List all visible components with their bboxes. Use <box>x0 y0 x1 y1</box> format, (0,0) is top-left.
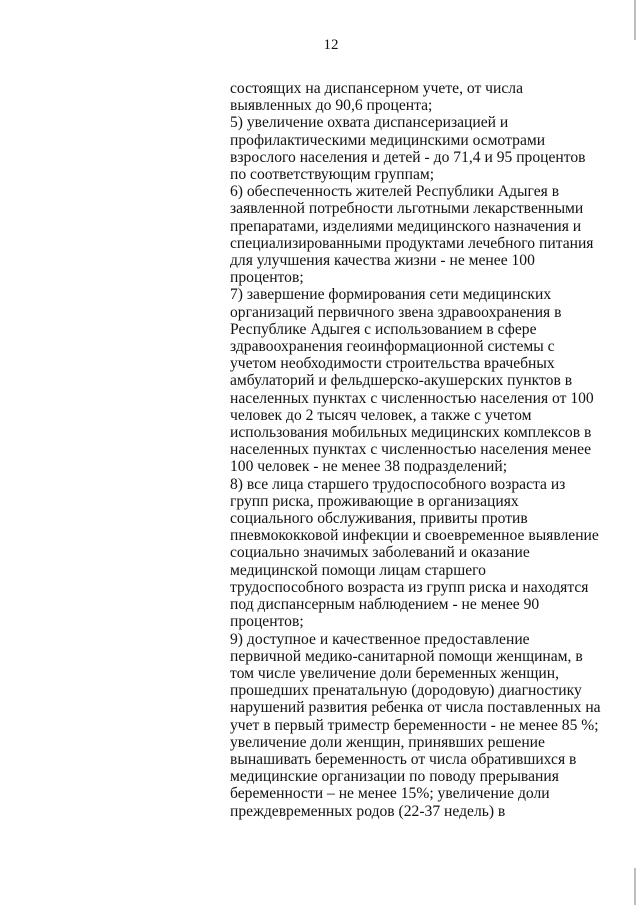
text-line: состоящих на диспансерном учете, от числа <box>230 80 523 97</box>
text-line: 5) увеличение охвата диспансеризацией и <box>230 114 509 132</box>
text-line: медицинской помощи лицам старшего <box>230 561 486 579</box>
text-line: специализированными продуктами лечебного питания <box>230 234 594 252</box>
text-line: по соответствующим группам; <box>230 166 435 184</box>
text-line: трудоспособного возраста из групп риска и находятся <box>230 578 589 596</box>
text-line: процентов; <box>230 613 304 631</box>
text-line: организаций первичного звена здравоохранения в <box>230 303 562 321</box>
text-line: пневмококковой инфекции и своевременное выявление <box>230 527 599 545</box>
text-line: первичной медико-санитарной помощи женщинам, в <box>230 647 583 665</box>
text-line: 8) все лица старшего трудоспособного возраста из <box>230 475 566 493</box>
text-line: под диспансерным наблюдением - не менее 90 <box>230 596 540 614</box>
text-line: процентов; <box>230 269 304 287</box>
text-line: беременности – не менее 15%; увеличение доли <box>230 785 550 803</box>
text-line: медицинские организации по поводу прерывания <box>230 768 559 786</box>
text-line: Республике Адыгея с использованием в сфере <box>230 320 537 338</box>
text-line: здравоохранения геоинформационной системы с <box>230 338 555 356</box>
text-line: социально значимых заболеваний и оказание <box>230 544 530 562</box>
document-body <box>230 80 630 820</box>
text-line: населенных пунктах с численностью населения от 100 <box>230 389 594 407</box>
text-line: амбулаторий и фельдшерско-акушерских пунктов в <box>230 372 573 390</box>
page-number: 12 <box>323 37 339 53</box>
text-line: выявленных до 90,6 процента; <box>230 97 433 115</box>
text-line: 7) завершение формирования сети медицинских <box>230 286 552 304</box>
text-line: вынашивать беременность от числа обратившихся в <box>230 750 577 768</box>
text-line: учетом необходимости строительства врачебных <box>230 355 555 373</box>
text-line: преждевременных родов (22-37 недель) в <box>230 802 506 820</box>
text-line: том числе увеличение доли беременных женщин, <box>230 664 559 682</box>
text-line: 100 человек - не менее 38 подразделений; <box>230 458 508 476</box>
text-line: увеличение доли женщин, принявших решение <box>230 733 545 751</box>
text-line: препаратами, изделиями медицинского назначения и <box>230 217 582 235</box>
text-line: прошедших пренатальную (дородовую) диагностику <box>230 682 582 700</box>
scan-edge-mark <box>634 0 636 40</box>
scan-edge-mark <box>634 868 636 905</box>
text-line: нарушений развития ребенка от числа поставленных на <box>230 699 601 717</box>
text-line: населенных пунктах с численностью населения менее <box>230 441 591 459</box>
text-line: социального обслуживания, привиты против <box>230 510 528 528</box>
text-line: человек до 2 тысяч человек, а также с учетом <box>230 406 532 424</box>
text-line: взрослого населения и детей - до 71,4 и 95 процентов <box>230 148 586 166</box>
text-line: 9) доступное и качественное предоставление <box>230 630 530 648</box>
text-line: профилактическими медицинскими осмотрами <box>230 131 546 149</box>
text-line: для улучшения качества жизни - не менее 100 <box>230 252 535 270</box>
text-line: учет в первый триместр беременности - не менее 85 %; <box>230 716 599 734</box>
text-line: использования мобильных медицинских комплексов в <box>230 424 592 442</box>
text-line: заявленной потребности льготными лекарственными <box>230 200 584 218</box>
text-line: 6) обеспеченность жителей Республики Адыгея в <box>230 183 560 201</box>
text-line: групп риска, проживающие в организациях <box>230 492 519 510</box>
